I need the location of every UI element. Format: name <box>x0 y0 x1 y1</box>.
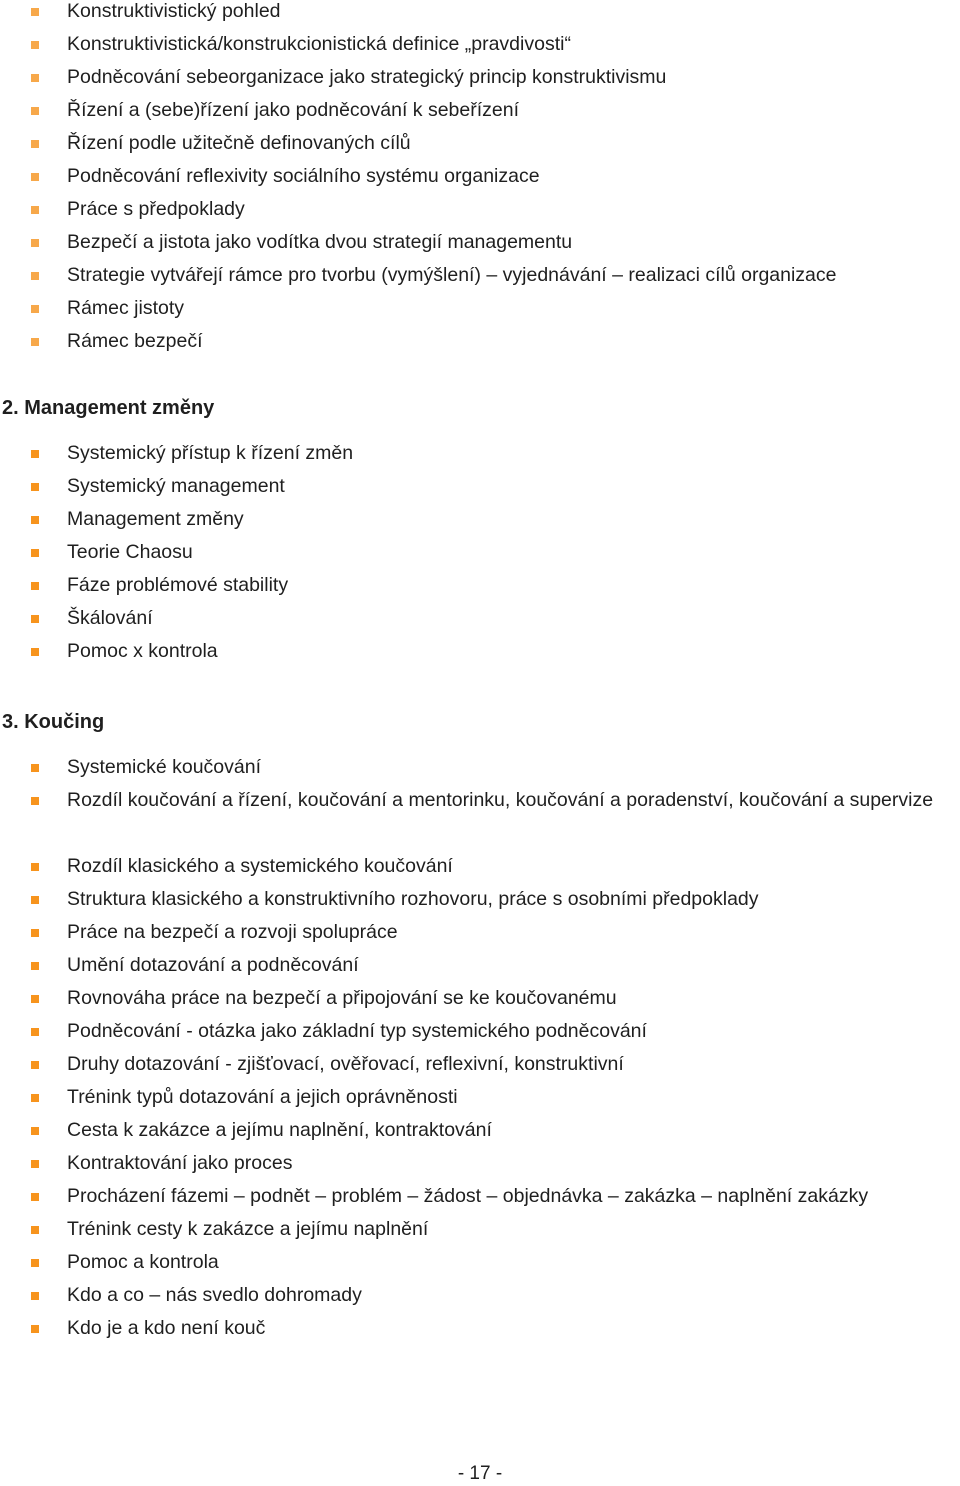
list-item <box>0 1048 960 1081</box>
square-bullet-icon <box>31 863 39 871</box>
list-item-text: Teorie Chaosu <box>67 541 193 563</box>
list-item-text: Rozdíl klasického a systemického koučování <box>67 855 453 877</box>
list-item <box>0 635 960 668</box>
square-bullet-icon <box>31 929 39 937</box>
list-item <box>0 325 960 358</box>
list-item-text: Strategie vytvářejí rámce pro tvorbu (vymýšlení) – vyjednávání – realizaci cílů organizace <box>67 264 837 286</box>
list-item-text: Systemický přístup k řízení změn <box>67 442 354 464</box>
list-item-text: Fáze problémové stability <box>67 574 289 596</box>
list-item <box>0 259 960 292</box>
square-bullet-icon <box>31 140 39 148</box>
list-item <box>0 127 960 160</box>
list-item-text: Podněcování sebeorganizace jako strategický princip konstruktivismu <box>67 66 667 88</box>
list-item <box>0 193 960 226</box>
list-item <box>0 1180 960 1213</box>
section2-list <box>0 437 960 668</box>
section-heading: 3. Koučing <box>2 711 105 733</box>
list-item <box>0 982 960 1015</box>
square-bullet-icon <box>31 483 39 491</box>
list-item-text: Systemické koučování <box>67 756 262 778</box>
square-bullet-icon <box>31 1292 39 1300</box>
square-bullet-icon <box>31 582 39 590</box>
square-bullet-icon <box>31 1259 39 1267</box>
square-bullet-icon <box>31 1226 39 1234</box>
list-item-text: Bezpečí a jistota jako vodítka dvou strategií managementu <box>67 231 573 253</box>
list-item <box>0 1279 960 1312</box>
list-item <box>0 0 960 28</box>
section-heading: 2. Management změny <box>2 397 215 419</box>
list-item <box>0 94 960 127</box>
list-item-text: Konstruktivistický pohled <box>67 0 281 22</box>
list-item <box>0 602 960 635</box>
square-bullet-icon <box>31 8 39 16</box>
list-item <box>0 883 960 916</box>
list-item-text: Struktura klasického a konstruktivního rozhovoru, práce s osobními předpoklady <box>67 888 759 910</box>
square-bullet-icon <box>31 549 39 557</box>
square-bullet-icon <box>31 1160 39 1168</box>
list-item-text: Druhy dotazování - zjišťovací, ověřovací, reflexivní, konstruktivní <box>67 1053 624 1075</box>
square-bullet-icon <box>31 1127 39 1135</box>
square-bullet-icon <box>31 173 39 181</box>
section3-list <box>0 751 960 1345</box>
list-item <box>0 784 960 850</box>
square-bullet-icon <box>31 450 39 458</box>
list-item <box>0 536 960 569</box>
list-item <box>0 1147 960 1180</box>
square-bullet-icon <box>31 338 39 346</box>
list-item-text: Rámec bezpečí <box>67 330 203 352</box>
list-item-text: Řízení podle užitečně definovaných cílů <box>67 132 411 154</box>
square-bullet-icon <box>31 896 39 904</box>
square-bullet-icon <box>31 272 39 280</box>
list-item-text: Management změny <box>67 508 244 530</box>
square-bullet-icon <box>31 239 39 247</box>
list-item-text: Cesta k zakázce a jejímu naplnění, kontraktování <box>67 1119 492 1141</box>
list-item-text: Škálování <box>67 607 153 629</box>
list-item <box>0 1015 960 1048</box>
list-item-text: Rozdíl koučování a řízení, koučování a mentorinku, koučování a poradenství, koučování a supervize <box>67 789 934 811</box>
page-number: - 17 - <box>457 1463 503 1484</box>
list-item-text: Trénink cesty k zakázce a jejímu naplnění <box>67 1218 429 1240</box>
list-item <box>0 751 960 784</box>
list-item-text: Kdo je a kdo není kouč <box>67 1317 266 1339</box>
list-item-text: Pomoc x kontrola <box>67 640 218 662</box>
square-bullet-icon <box>31 1061 39 1069</box>
list-item <box>0 569 960 602</box>
list-item-text: Podněcování - otázka jako základní typ systemického podněcování <box>67 1020 647 1042</box>
list-item-text: Řízení a (sebe)řízení jako podněcování k sebeřízení <box>67 99 520 121</box>
square-bullet-icon <box>31 107 39 115</box>
square-bullet-icon <box>31 962 39 970</box>
square-bullet-icon <box>31 995 39 1003</box>
square-bullet-icon <box>31 516 39 524</box>
square-bullet-icon <box>31 797 39 805</box>
list-item-text: Rámec jistoty <box>67 297 185 319</box>
list-item-text: Práce na bezpečí a rozvoji spolupráce <box>67 921 398 943</box>
list-item <box>0 949 960 982</box>
square-bullet-icon <box>31 41 39 49</box>
list-item-text: Procházení fázemi – podnět – problém – žádost – objednávka – zakázka – naplnění zakázky <box>67 1185 869 1207</box>
list-item <box>0 1213 960 1246</box>
list-item-text: Systemický management <box>67 475 285 497</box>
list-item-text: Kdo a co – nás svedlo dohromady <box>67 1284 362 1306</box>
list-item <box>0 1114 960 1147</box>
list-item-text: Kontraktování jako proces <box>67 1152 293 1174</box>
square-bullet-icon <box>31 764 39 772</box>
list-item-text: Práce s předpoklady <box>67 198 245 220</box>
list-item-text: Konstruktivistická/konstrukcionistická definice „pravdivosti“ <box>67 33 571 55</box>
list-item <box>0 226 960 259</box>
square-bullet-icon <box>31 74 39 82</box>
list-item <box>0 470 960 503</box>
list-item <box>0 61 960 94</box>
list-item <box>0 437 960 470</box>
list-item <box>0 1312 960 1345</box>
section1-list <box>0 0 960 358</box>
square-bullet-icon <box>31 1094 39 1102</box>
list-item-text: Trénink typů dotazování a jejich oprávněnosti <box>67 1086 458 1108</box>
list-item <box>0 28 960 61</box>
list-item <box>0 916 960 949</box>
square-bullet-icon <box>31 1193 39 1201</box>
list-item <box>0 1081 960 1114</box>
list-item-text: Pomoc a kontrola <box>67 1251 219 1273</box>
square-bullet-icon <box>31 1325 39 1333</box>
list-item <box>0 503 960 536</box>
list-item-text: Podněcování reflexivity sociálního systému organizace <box>67 165 540 187</box>
square-bullet-icon <box>31 615 39 623</box>
list-item-text: Rovnováha práce na bezpečí a připojování se ke koučovanému <box>67 987 617 1009</box>
list-item-text: Umění dotazování a podněcování <box>67 954 359 976</box>
list-item <box>0 160 960 193</box>
list-item <box>0 850 960 883</box>
square-bullet-icon <box>31 206 39 214</box>
list-item <box>0 292 960 325</box>
list-item <box>0 1246 960 1279</box>
square-bullet-icon <box>31 1028 39 1036</box>
square-bullet-icon <box>31 648 39 656</box>
square-bullet-icon <box>31 305 39 313</box>
